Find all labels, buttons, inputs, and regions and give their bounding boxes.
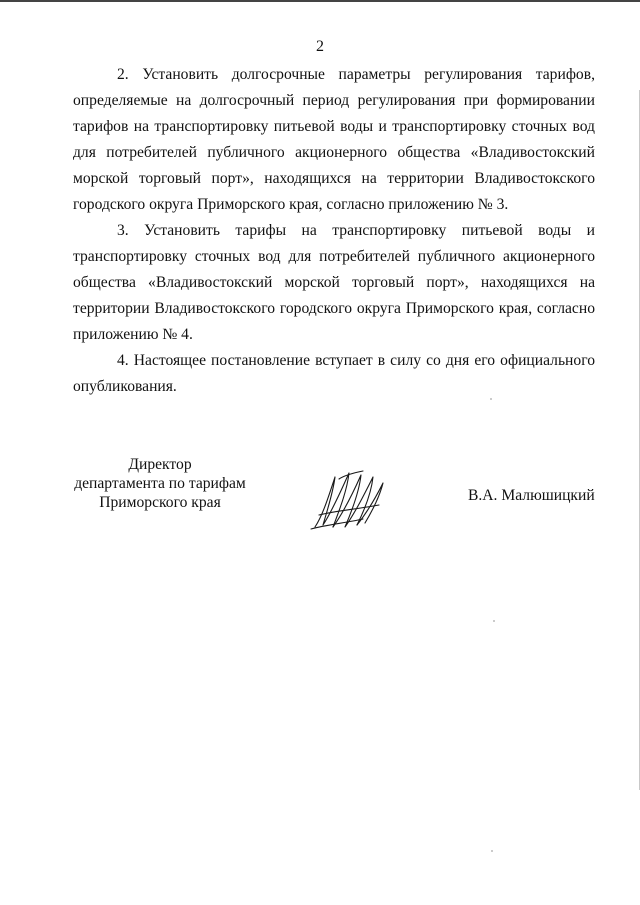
signer-position xyxy=(60,455,260,512)
scan-speck xyxy=(491,850,493,852)
scan-speck xyxy=(493,620,495,622)
paragraph-3: 3. Установить тарифы на транспортировку питьевой воды и транспортировку сточных вод для потребителей публичного акционерного общества «Владивостокский морской торговый порт», находящихся на территории Владивостокского городского округа Приморского края, согласно приложению № 4. xyxy=(73,222,595,343)
handwritten-signature xyxy=(305,465,395,535)
position-line-region: Приморского края xyxy=(99,494,221,511)
position-line-department: департамента по тарифам xyxy=(74,475,246,492)
paragraph-2: 2. Установить долгосрочные параметры регулирования тарифов, определяемые на долгосрочный период регулирования при формировании тарифов на транспортировку питьевой воды и транспортировку сточных вод для потребителей публичного акционерного общества «Владивостокский морской торговый порт», находящихся на территории Владивостокского городского округа Приморского края, согласно приложению № 3. xyxy=(73,66,595,213)
paragraph-4: 4. Настоящее постановление вступает в силу со дня его официального опубликования. xyxy=(73,352,595,395)
position-line-title: Директор xyxy=(128,456,192,473)
scan-speck xyxy=(490,398,492,400)
scan-top-border xyxy=(0,0,640,2)
document-body xyxy=(73,62,595,400)
page-number: 2 xyxy=(316,38,324,55)
signer-name: В.А. Малюшицкий xyxy=(468,487,595,504)
